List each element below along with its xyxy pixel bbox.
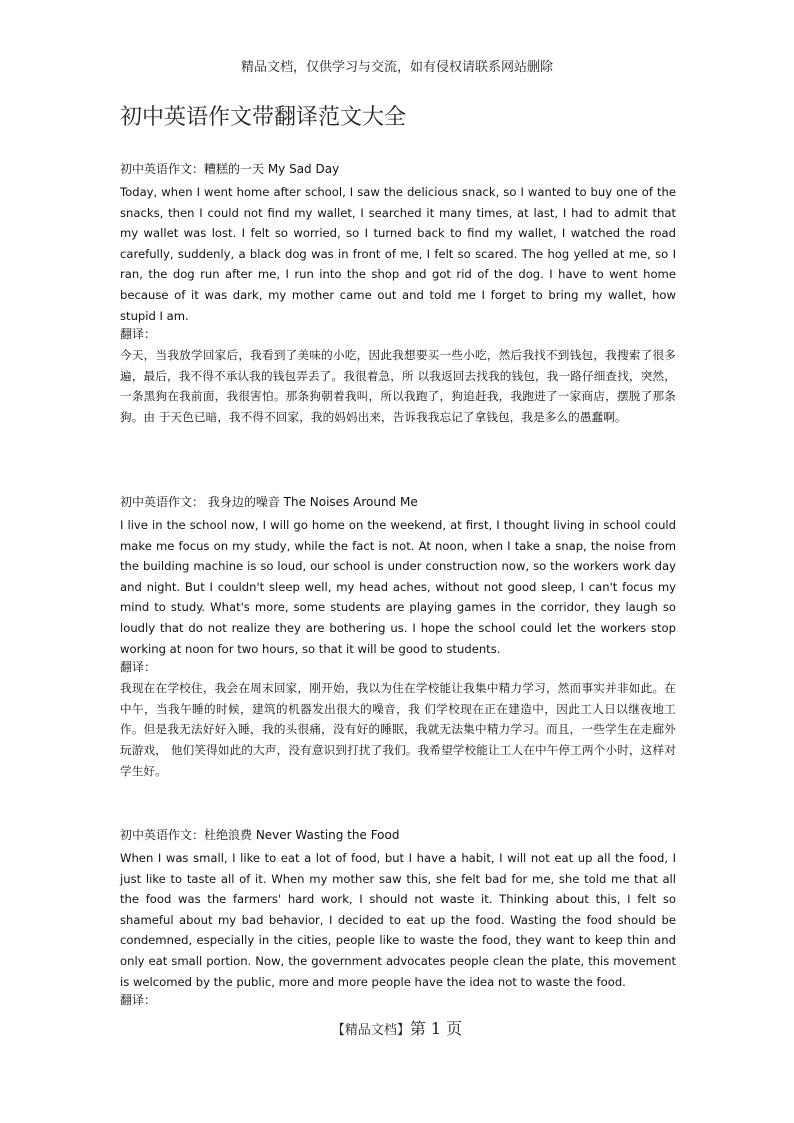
section-heading: 初中英语作文：糟糕的一天 My Sad Day: [120, 162, 340, 176]
translation-label: 翻译：: [120, 660, 157, 675]
english-essay: When I was small, I like to eat a lot of food, but I have a habit, I will not eat up all the food, I just like to taste all of it. When my mother saw this, she felt bad for me, she told me that all the food was the farmers' hard work, I should not waste it. Thinking about this, I felt so shameful about my bad behavior, I decided to eat up the food. Wasting the food should be condemned, especially in the cities, people like to waste the food, they want to keep thin and only eat small portion. Now, the government advocates people clean the plate, this movement is welcomed by the public, more and more people have the idea not to waste the food.: [120, 851, 676, 989]
translation-label: 翻译：: [120, 327, 157, 342]
page-footer: [0, 1016, 794, 1039]
chinese-translation: 我现在在学校住，我会在周末回家，刚开始，我以为住在学校能让我集中精力学习，然而事实并非如此。在中午，当我午睡的时候，建筑的机器发出很大的噪音，我 们学校现在正在建造中，因此工人日以继夜地工作。但是我无法好好入睡，我的头很痛，没有好的睡眠，我就无法集中精力学习。而且，一些学生在走廊外玩游戏， 他们笑得如此的大声，没有意识到打扰了我们。我希望学校能让工人在中午停工两个小时，这样对学生好。: [120, 681, 676, 778]
page-header: 精品文档，仅供学习与交流，如有侵权请联系网站删除: [240, 60, 553, 75]
section-3: [120, 826, 676, 1009]
page-number: 第 1 页: [409, 1019, 463, 1038]
footer-tag: 【精品文档】: [331, 1023, 410, 1038]
document-title: 初中英语作文带翻译范文大全: [120, 105, 407, 130]
section-2: [120, 493, 676, 781]
section-heading: 初中英语作文： 我身边的噪音 The Noises Around Me: [120, 495, 418, 509]
english-essay: Today, when I went home after school, I saw the delicious snack, so I wanted to buy one of the snacks, then I could not find my wallet, I searched it many times, at last, I had to admit that my wallet was lost. I felt so worried, so I turned back to find my wallet, I watched the road carefully, suddenly, a black dog was in front of me, I felt so scared. The hog yelled at me, so I ran, the dog run after me, I run into the shop and got rid of the dog. I have to went home because of it was dark, my mother came out and told me I forget to bring my wallet, how stupid I am.: [120, 185, 676, 323]
chinese-translation: 今天，当我放学回家后，我看到了美味的小吃，因此我想要买一些小吃，然后我找不到钱包，我搜索了很多遍，最后，我不得不承认我的钱包弄丢了。我很着急，所 以我返回去找我的钱包，我一路仔细查找，突然，一条黑狗在我前面，我很害怕。那条狗朝着我叫，所以我跑了，狗追赶我，我跑进了一家商店，摆脱了那条狗。由 于天色已暗，我不得不回家，我的妈妈出来，告诉我我忘记了拿钱包，我是多么的愚蠢啊。: [120, 348, 676, 424]
english-essay: I live in the school now, I will go home on the weekend, at first, I thought living in school could make me focus on my study, while the fact is not. At noon, when I take a snap, the noise from the building machine is so loud, our school is under construction now, so the workers work day and night. But I couldn't sleep well, my head aches, without not good sleep, I can't focus my mind to study. What's more, some students are playing games in the corridor, they laugh so loudly that do not realize they are bothering us. I hope the school could let the workers stop working at noon for two hours, so that it will be good to students.: [120, 518, 676, 656]
translation-label: 翻译：: [120, 993, 157, 1008]
section-heading: 初中英语作文：杜绝浪费 Never Wasting the Food: [120, 828, 400, 842]
section-1: [120, 160, 676, 428]
